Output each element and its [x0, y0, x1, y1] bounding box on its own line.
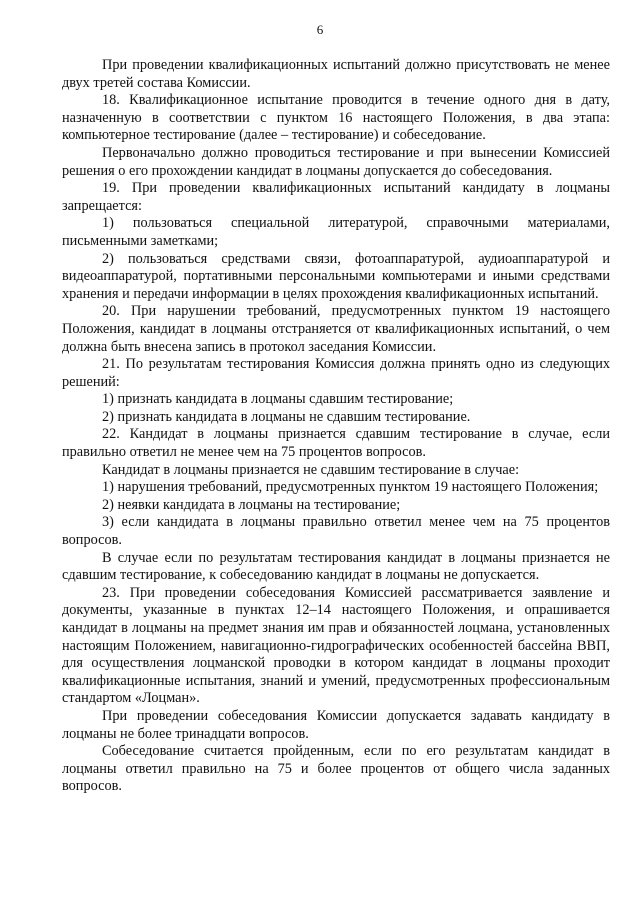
paragraph-19-item-1: 1) пользоваться специальной литературой, справочными материалами, письменными заметками; — [62, 215, 610, 249]
paragraph-question-limit: При проведении собеседования Комиссии допускается задавать кандидату в лоцманы не более тринадцати вопросов. — [62, 707, 610, 742]
paragraph-testing-first: Первоначально должно проводиться тестирование и при вынесении Комиссией решения о его прохождении кандидат в лоцманы допускается до собеседования. — [62, 144, 610, 179]
document-body — [62, 57, 610, 796]
paragraph-not-passed-item-2: 2) неявки кандидата в лоцманы на тестирование; — [102, 496, 401, 513]
page-number: 6 — [316, 22, 324, 37]
paragraph-not-passed-item-3: 3) если кандидата в лоцманы правильно ответил менее чем на 75 процентов вопросов. — [62, 514, 610, 549]
paragraph-23: 23. При проведении собеседования Комиссией рассматривается заявление и документы, указанные в пунктах 12–14 настоящего Положения, и опрашивается кандидат в лоцманы на предмет знания им прав и обязанностей лоцмана, установленных настоящим Положением, навигационно-гидрографических особенностей бассейна ВВП, для осуществления лоцманской проводки в котором кандидат в лоцманы проходит квалификационные испытания, знаний и умений, предусмотренных профессиональным стандартом «Лоцман». — [62, 584, 610, 707]
paragraph-18: 18. Квалификационное испытание проводится в течение одного дня в дату, назначенную в соответствии с пунктом 16 настоящего Положения, в два этапа: компьютерное тестирование (далее – тестирование) и собеседование. — [62, 92, 610, 144]
paragraph-21-item-2: 2) признать кандидата в лоцманы не сдавшим тестирование. — [102, 408, 471, 425]
paragraph-21: 21. По результатам тестирования Комиссия должна принять одно из следующих решений: — [62, 356, 610, 390]
paragraph-19-item-2: 2) пользоваться средствами связи, фотоаппаратурой, аудиоаппаратурой и видеоаппаратурой, портативными персональными компьютерами и иными средствами хранения и передачи информации в целях прохождения квалификационных испытаний. — [62, 250, 610, 302]
paragraph-interview-passed: Собеседование считается пройденным, если по его результатам кандидат в лоцманы ответил правильно на 75 и более процентов от общего числа заданных вопросов. — [62, 743, 610, 795]
paragraph-commission-quorum: При проведении квалификационных испытаний должно присутствовать не менее двух третей состава Комиссии. — [62, 57, 610, 91]
paragraph-20: 20. При нарушении требований, предусмотренных пунктом 19 настоящего Положения, кандидат в лоцманы отстраняется от квалификационных испытаний, о чем должна быть внесена запись в протокол заседания Комиссии. — [62, 303, 610, 355]
paragraph-not-passed-item-1: 1) нарушения требований, предусмотренных пунктом 19 настоящего Положения; — [102, 479, 599, 496]
paragraph-19: 19. При проведении квалификационных испытаний кандидату в лоцманы запрещается: — [62, 180, 610, 214]
paragraph-not-passed-cases: Кандидат в лоцманы признается не сдавшим тестирование в случае: — [102, 461, 520, 478]
paragraph-22: 22. Кандидат в лоцманы признается сдавшим тестирование в случае, если правильно ответил не менее чем на 75 процентов вопросов. — [62, 426, 610, 461]
paragraph-no-interview-admission: В случае если по результатам тестирования кандидат в лоцманы признается не сдавшим тестирование, к собеседованию кандидат в лоцманы не допускается. — [62, 549, 610, 584]
paragraph-21-item-1: 1) признать кандидата в лоцманы сдавшим тестирование; — [102, 391, 454, 408]
